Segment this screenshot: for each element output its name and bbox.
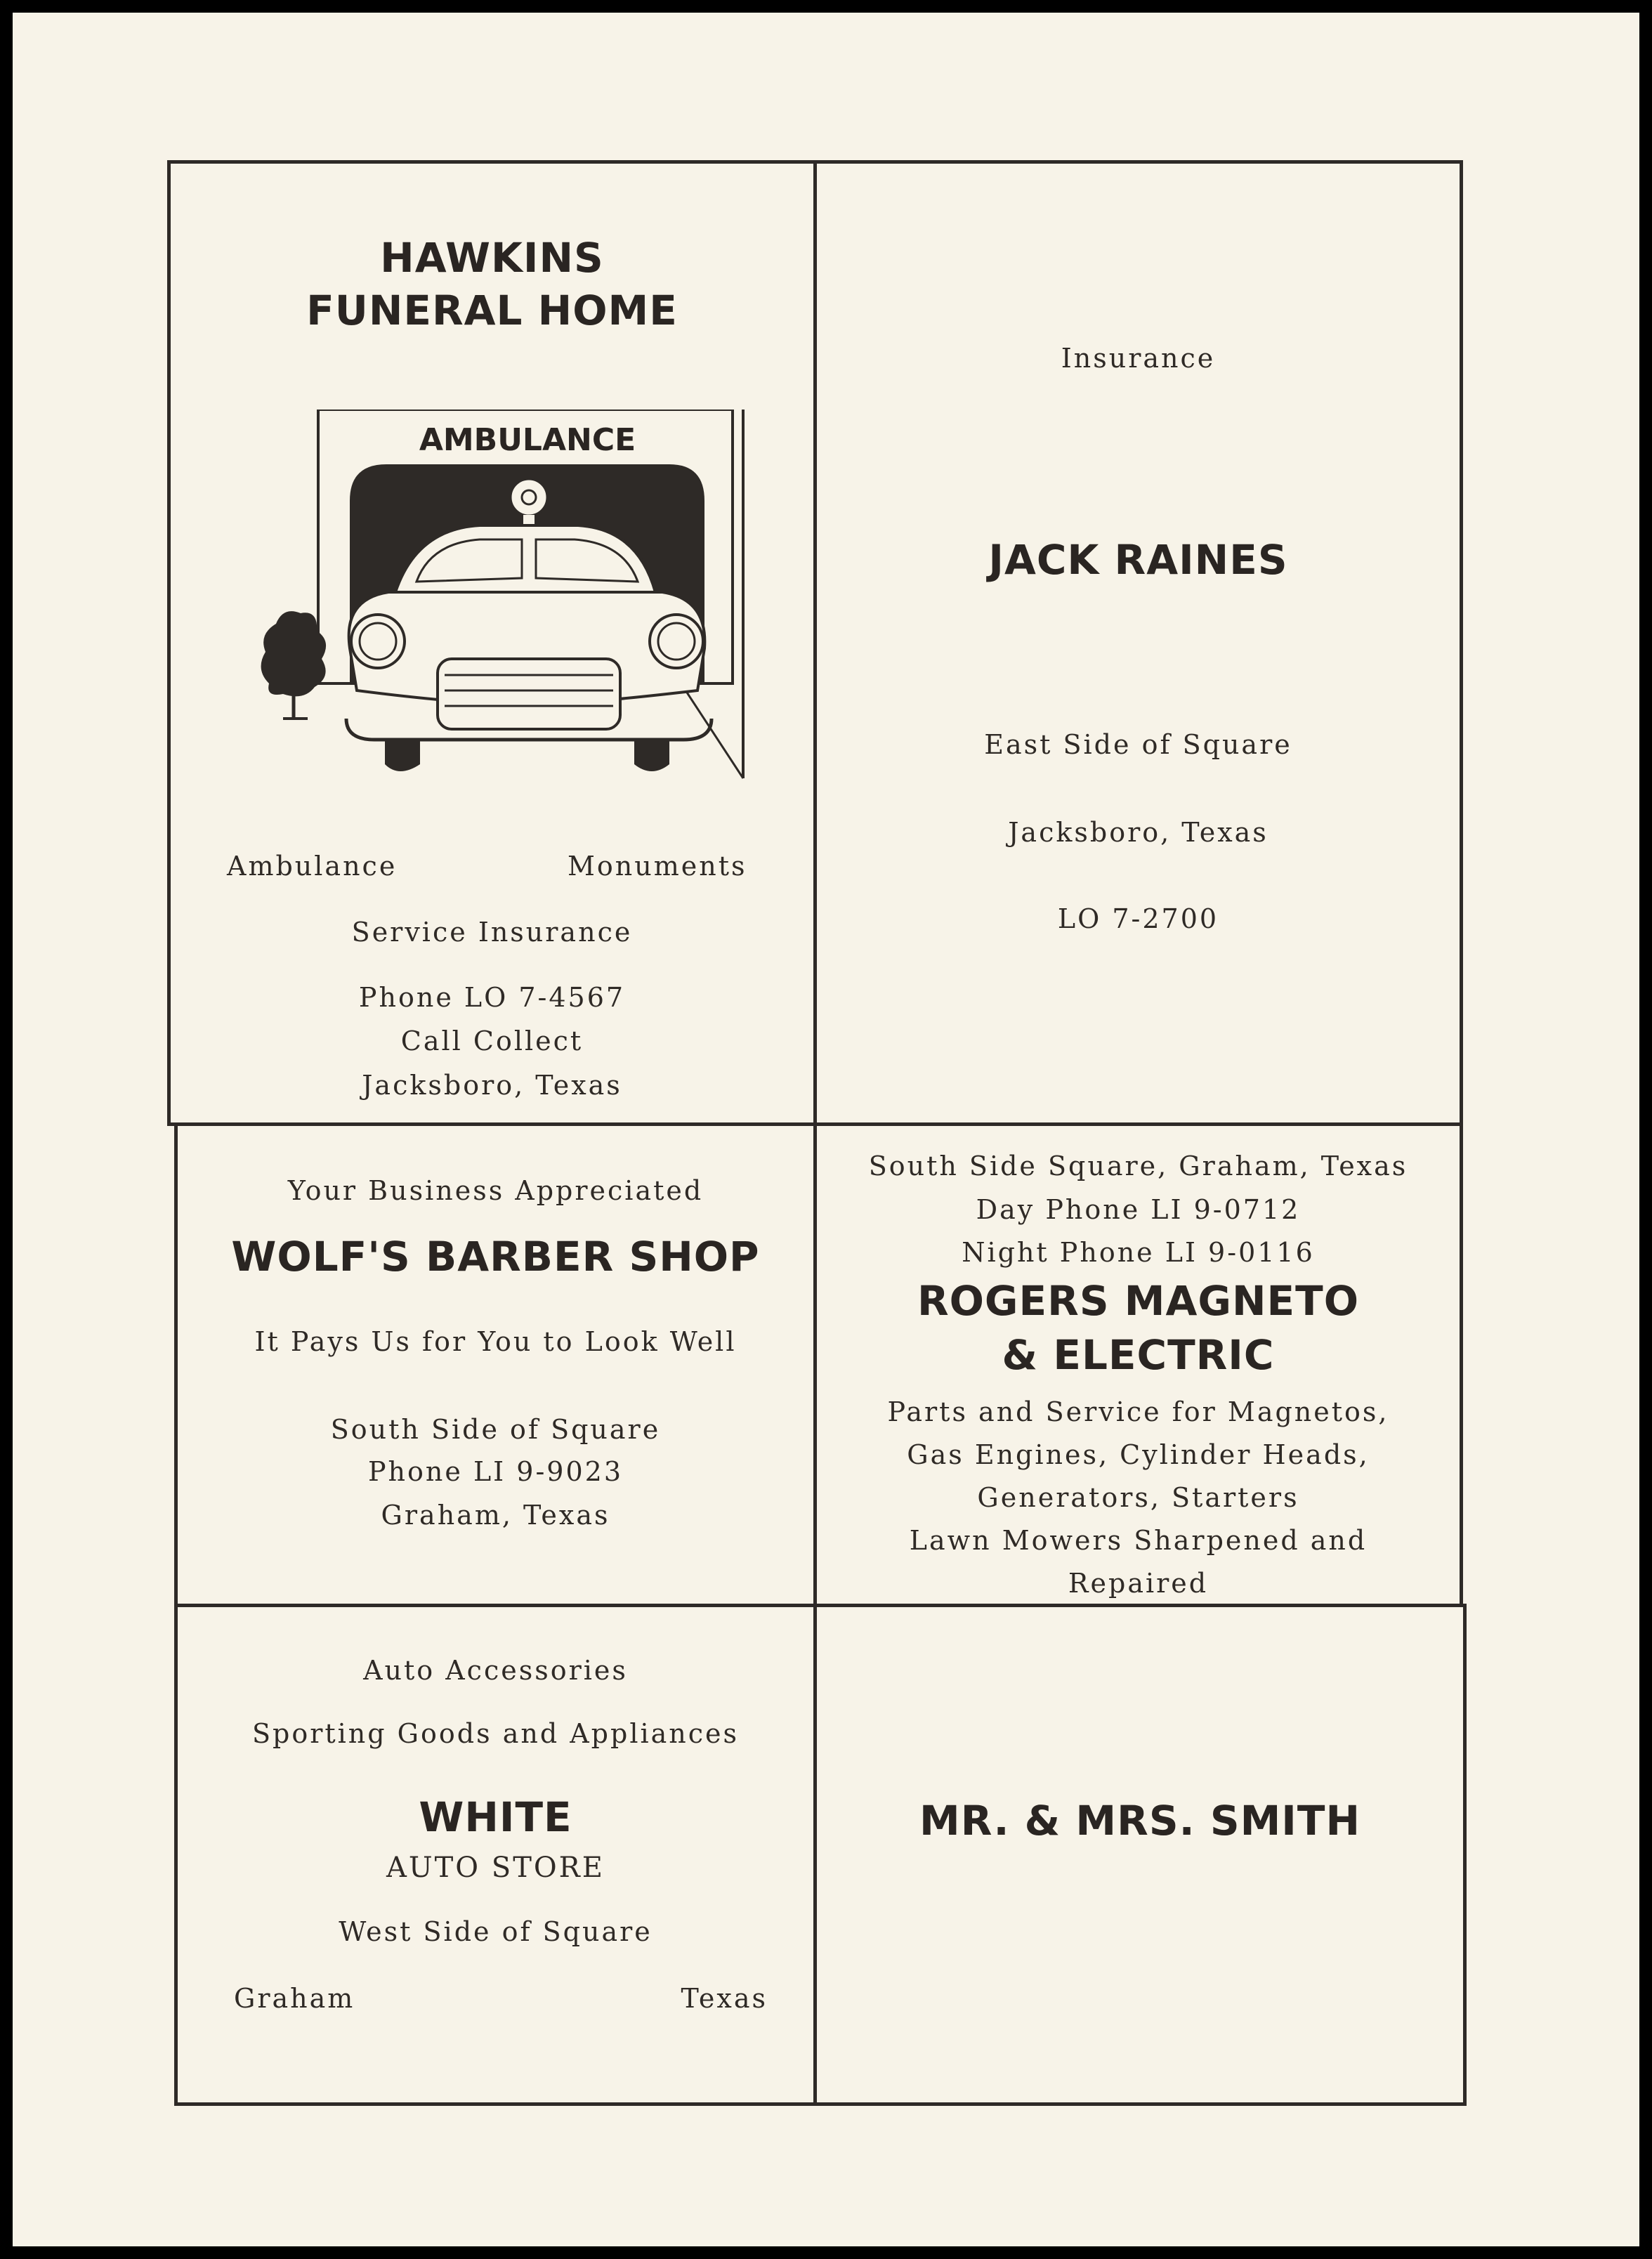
smith-name: MR. & MRS. SMITH: [919, 1797, 1361, 1845]
raines-category: Insurance: [1061, 343, 1216, 374]
rogers-desc-line5: Repaired: [1068, 1568, 1209, 1599]
rogers-desc-line1: Parts and Service for Magnetos,: [887, 1396, 1389, 1427]
hawkins-phone: Phone LO 7-4567: [358, 982, 626, 1013]
hawkins-service-monuments: Monuments: [568, 851, 747, 882]
white-city: Graham: [234, 1983, 355, 2014]
rogers-name-line2: & ELECTRIC: [1002, 1331, 1275, 1379]
rogers-night-phone: Night Phone LI 9-0116: [962, 1237, 1315, 1268]
raines-name: JACK RAINES: [988, 536, 1288, 584]
raines-address: East Side of Square: [984, 729, 1292, 760]
raines-city: Jacksboro, Texas: [1008, 817, 1268, 848]
white-line2: Sporting Goods and Appliances: [251, 1718, 740, 1749]
ad-mr-mrs-smith: [813, 1604, 1467, 2106]
rogers-desc-line4: Lawn Mowers Sharpened and: [909, 1525, 1368, 1556]
wolf-name: WOLF'S BARBER SHOP: [231, 1233, 760, 1281]
rogers-name-line1: ROGERS MAGNETO: [917, 1277, 1360, 1325]
ad-hawkins-funeral-home: [167, 160, 817, 1126]
hawkins-call-collect: Call Collect: [400, 1026, 584, 1056]
ad-wolfs-barber-shop: [174, 1122, 817, 1607]
white-name: WHITE: [419, 1793, 572, 1841]
hawkins-service-ambulance: Ambulance: [227, 851, 398, 882]
ad-rogers-magneto-electric: [813, 1122, 1463, 1607]
hawkins-name-line2: FUNERAL HOME: [306, 287, 678, 334]
rogers-desc-line3: Generators, Starters: [977, 1482, 1299, 1513]
rogers-desc-line2: Gas Engines, Cylinder Heads,: [907, 1439, 1370, 1470]
rogers-address: South Side Square, Graham, Texas: [868, 1151, 1408, 1181]
wolf-slogan: It Pays Us for You to Look Well: [254, 1326, 737, 1357]
hawkins-service-insurance: Service Insurance: [351, 917, 633, 948]
white-address: West Side of Square: [339, 1916, 653, 1947]
rogers-day-phone: Day Phone LI 9-0712: [976, 1194, 1301, 1225]
wolf-tagline: Your Business Appreciated: [287, 1175, 704, 1206]
ambulance-illustration: [227, 410, 761, 789]
yearbook-ad-page: [13, 13, 1639, 2246]
hawkins-city: Jacksboro, Texas: [362, 1070, 622, 1101]
wolf-phone: Phone LI 9-9023: [367, 1456, 623, 1487]
white-state: Texas: [681, 1983, 768, 2014]
wolf-city: Graham, Texas: [381, 1500, 610, 1531]
raines-phone: LO 7-2700: [1057, 903, 1219, 934]
ad-grid: [167, 160, 1481, 2106]
ad-white-auto-store: [174, 1604, 817, 2106]
ad-jack-raines: [813, 160, 1463, 1126]
white-name-sub: AUTO STORE: [386, 1852, 605, 1884]
hawkins-name-line1: HAWKINS: [380, 234, 604, 282]
wolf-address: South Side of Square: [330, 1414, 661, 1445]
white-line1: Auto Accessories: [363, 1655, 628, 1686]
ambulance-sign: AMBULANCE: [419, 422, 636, 458]
